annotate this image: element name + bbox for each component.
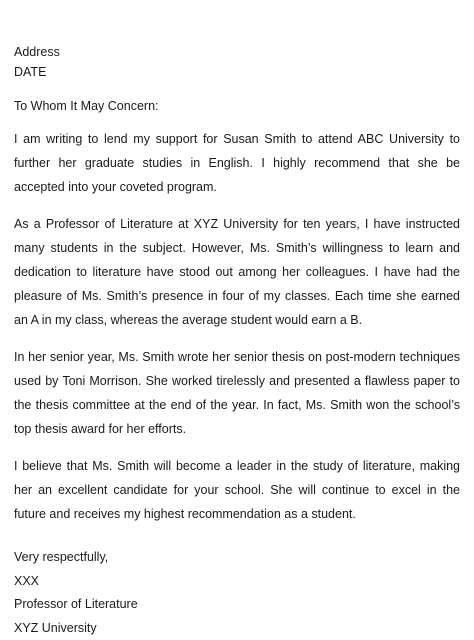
signer-institution: XYZ University [14,617,460,640]
signer-title: Professor of Literature [14,593,460,617]
sender-address: Address [14,42,460,62]
body-paragraph-2: As a Professor of Literature at XYZ University for ten years, I have instructed many students in the subject. However, Ms. Smith’s willingness to learn and dedication to literature have stood out among her colleagues. I have had the pleasure of Ms. Smith’s presence in four of my classes. Each time she earned an A in my class, whereas the average student would earn a B. [14,212,460,332]
letter-date: DATE [14,62,460,82]
closing: Very respectfully, [14,546,460,570]
signature-block [14,546,460,640]
body-paragraph-1: I am writing to lend my support for Susan Smith to attend ABC University to further her graduate studies in English. I highly recommend that she be accepted into your coveted program. [14,127,460,199]
body-paragraph-3: In her senior year, Ms. Smith wrote her senior thesis on post-modern techniques used by Toni Morrison. She worked tirelessly and presented a flawless paper to the thesis committee at the end of the year. In fact, Ms. Smith won the school’s top thesis award for her efforts. [14,345,460,441]
salutation: To Whom It May Concern: [14,96,460,116]
signer-name: XXX [14,570,460,594]
body-paragraph-4: I believe that Ms. Smith will become a leader in the study of literature, making her an excellent candidate for your school. She will continue to excel in the future and receives my highest recommendation as a student. [14,454,460,526]
